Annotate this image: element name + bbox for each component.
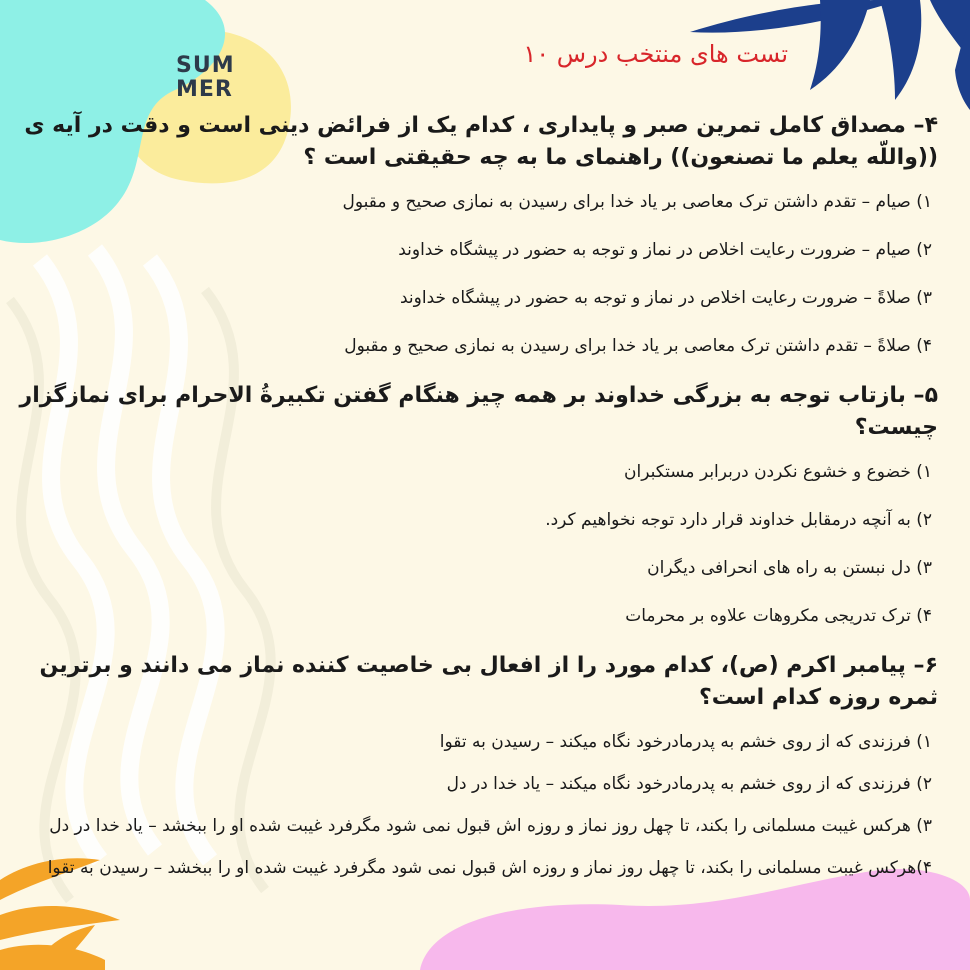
question-6: ۶– پیامبر اکرم (ص)، کدام مورد را از افعال بی خاصیت کننده نماز می دانند و برترین ثمره روزه کدام است؟ bbox=[39, 653, 938, 710]
question-4-option-3: ۳) صلاةً – ضرورت رعایت اخلاص در نماز و توجه به حضور در پیشگاه خداوند bbox=[400, 288, 932, 308]
question-5: ۵– بازتاب توجه به بزرگی خداوند بر همه چیز هنگام گفتن تکبیرةُ الاحرام برای نمازگزار چیست؟ bbox=[19, 383, 938, 440]
question-5-option-4: ۴) ترک تدریجی مکروهات علاوه بر محرمات bbox=[625, 606, 932, 626]
question-4-option-2: ۲) صیام – ضرورت رعایت اخلاص در نماز و توجه به حضور در پیشگاه خداوند bbox=[398, 240, 932, 260]
badge-line-1: SUM bbox=[176, 53, 235, 78]
question-6-option-4: ۴)هرکس غیبت مسلمانی را بکند، تا چهل روز نماز و روزه اش قبول نمی شود مگرفرد غیبت شده او را ببخشد – رسیدن به تقوا bbox=[47, 858, 932, 878]
question-6-option-3: ۳) هرکس غیبت مسلمانی را بکند، تا چهل روز نماز و روزه اش قبول نمی شود مگرفرد غیبت شده او را ببخشد – یاد خدا در دل bbox=[49, 816, 932, 836]
questions-content bbox=[18, 110, 938, 896]
question-5-option-2: ۲) به آنچه درمقابل خداوند قرار دارد توجه نخواهیم کرد. bbox=[545, 510, 932, 530]
question-5-option-3: ۳) دل نبستن به راه های انحرافی دیگران bbox=[647, 558, 932, 578]
question-6-option-1: ۱) فرزندی که از روی خشم به پدرمادرخود نگاه میکند – رسیدن به تقوا bbox=[439, 732, 932, 752]
question-6-block bbox=[18, 650, 938, 882]
question-5-option-1: ۱) خضوع و خشوع نکردن دربرابر مستکبران bbox=[624, 462, 932, 482]
question-6-option-2: ۲) فرزندی که از روی خشم به پدرمادرخود نگاه میکند – یاد خدا در دل bbox=[446, 774, 932, 794]
page-title: تست های منتخب درس ۱۰ bbox=[523, 40, 788, 68]
summer-badge bbox=[176, 54, 235, 102]
question-4-option-4: ۴) صلاةً – تقدم داشتن ترک معاصی بر یاد خدا برای رسیدن به نمازی صحیح و مقبول bbox=[344, 336, 932, 356]
badge-line-2: MER bbox=[176, 77, 233, 102]
question-4: ۴– مصداق کامل تمرین صبر و پایداری ، کدام یک از فرائض دینی است و دقت در آیه ی ((واللّه یعلم ما تصنعون)) راهنمای ما به چه حقیقتی است ؟ bbox=[24, 113, 938, 170]
question-4-option-1: ۱) صیام – تقدم داشتن ترک معاصی بر یاد خدا برای رسیدن به نمازی صحیح و مقبول bbox=[342, 192, 932, 212]
